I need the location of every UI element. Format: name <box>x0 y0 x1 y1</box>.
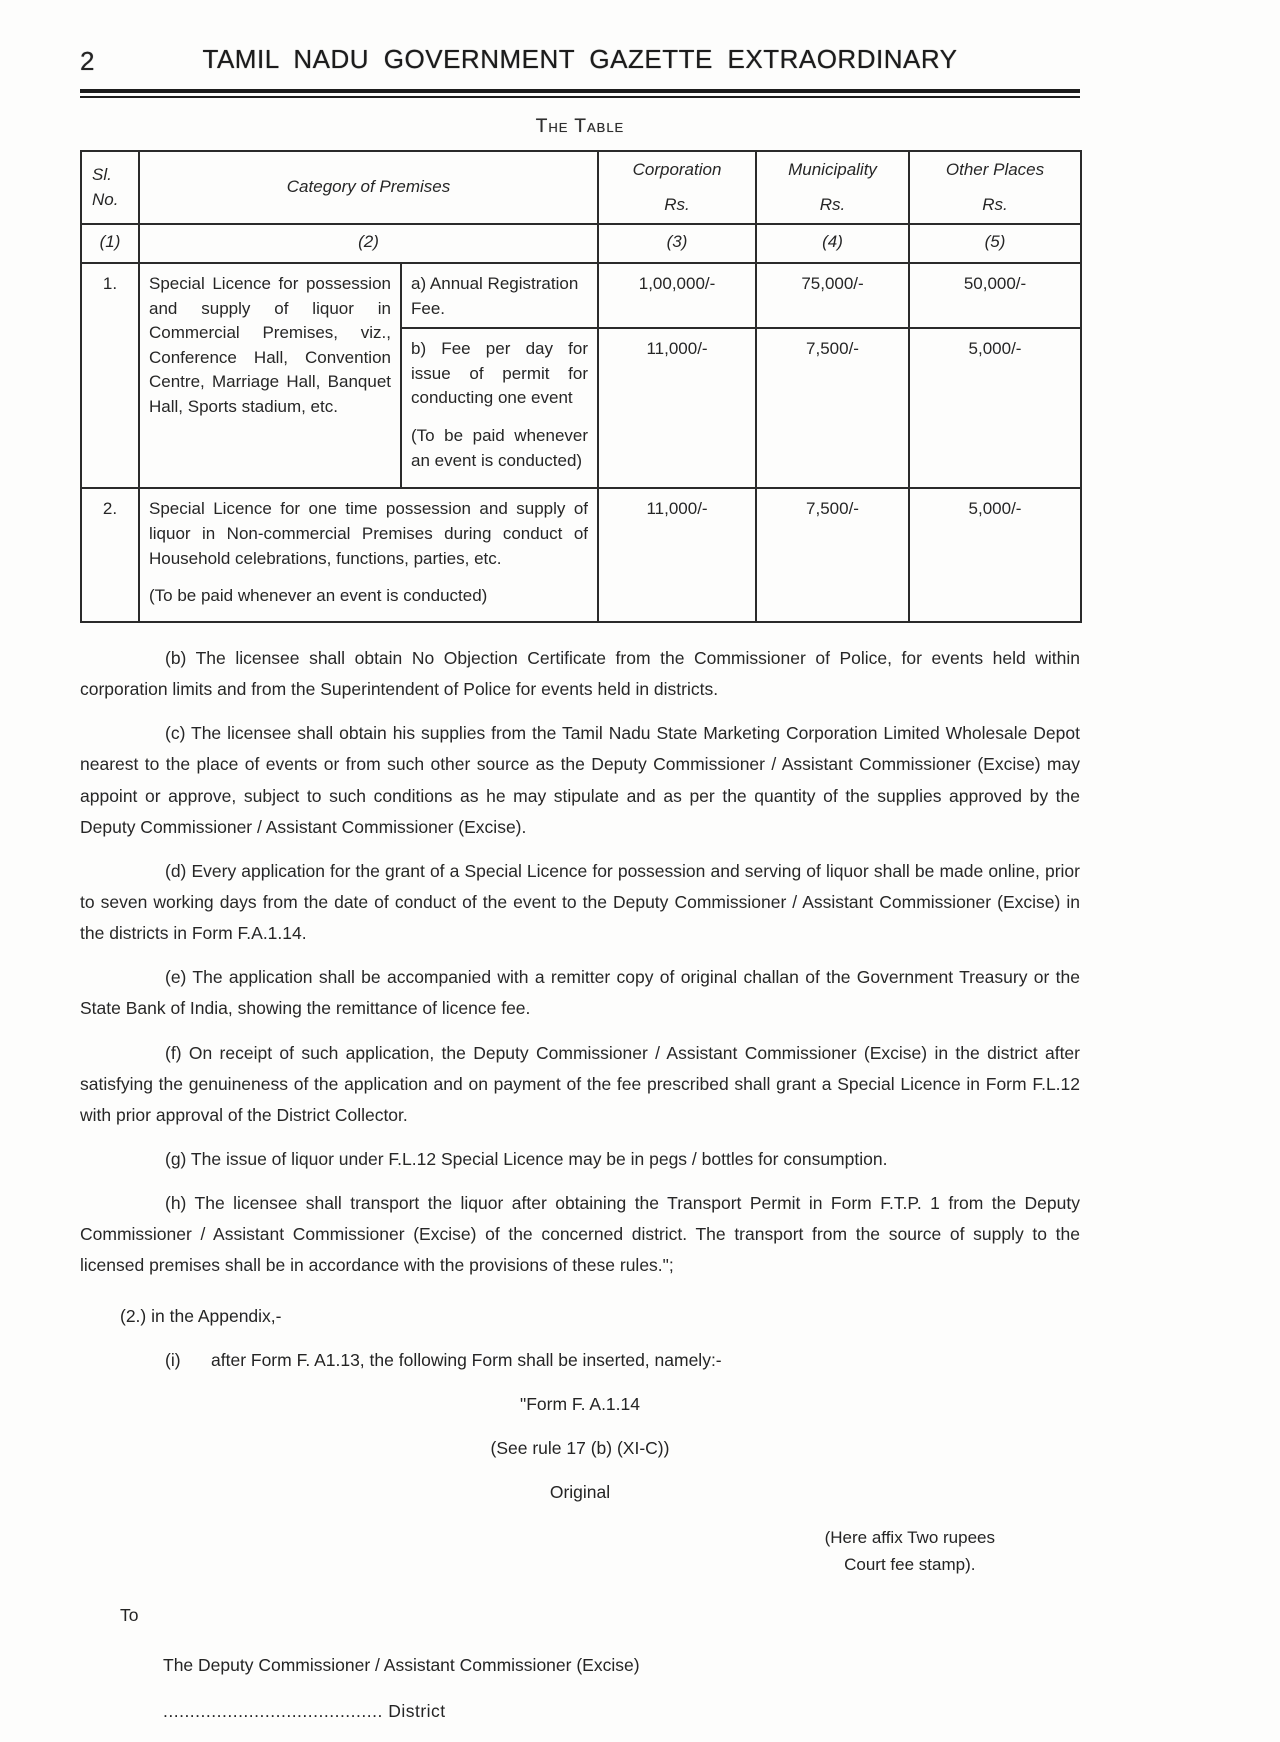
row1a-fee-type: a) Annual Registration Fee. <box>401 263 598 328</box>
row1b-fee-type <box>401 328 598 488</box>
row2-municipality-fee: 7,500/- <box>756 488 909 622</box>
licence-fees-table <box>80 150 1082 623</box>
form-copy-label: Original <box>549 1482 611 1503</box>
appendix-item <box>80 1345 1080 1376</box>
col-number-3: (3) <box>598 224 756 263</box>
row1-sl-no: 1. <box>81 263 139 488</box>
gazette-title: TAMIL NADU GOVERNMENT GAZETTE EXTRAORDINARY <box>202 44 958 74</box>
paragraph-f: (f) On receipt of such application, the Deputy Commissioner / Assistant Commissioner (Excise) in the district after satisfying the genuineness of the application and on payment of the fee prescribed shall grant a Special Licence in Form F.L.12 with prior approval of the District Collector. <box>80 1042 1080 1125</box>
table-row-1a <box>81 263 1081 328</box>
table-body <box>81 263 1081 622</box>
table-row-2 <box>81 488 1081 622</box>
form-district-blank: ......................................... District <box>163 1700 446 1721</box>
sl-no-line1: Sl. <box>92 165 112 184</box>
paragraph-h: (h) The licensee shall transport the liquor after obtaining the Transport Permit in Form F.T.P. 1 from the Deputy Commissioner / Assistant Commissioner (Excise) of the concerned district. The transport from the source of supply to the licensed premises shall be in accordance with the provisions of these rules."; <box>80 1193 1080 1276</box>
table-header-row <box>81 151 1081 224</box>
col-header-sl-no <box>81 151 139 224</box>
header-rule <box>80 89 1080 98</box>
row2-corporation-fee: 11,000/- <box>598 488 756 622</box>
appendix-item-marker: (i) <box>165 1349 181 1370</box>
sl-no-line2: No. <box>92 189 119 209</box>
appendix-item-text: after Form F. A1.13, the following Form shall be inserted, namely:- <box>211 1349 722 1370</box>
col-header-category: Category of Premises <box>139 151 598 224</box>
paragraph-e: (e) The application shall be accompanied with a remitter copy of original challan of the Government Treasury or the State Bank of India, showing the remittance of licence fee. <box>80 967 1080 1019</box>
col-header-corporation <box>598 151 756 224</box>
row2-category <box>139 488 598 622</box>
corporation-currency: Rs. <box>664 194 690 214</box>
other-places-label: Other Places <box>945 160 1045 179</box>
stamp-note-line2: Court fee stamp). <box>844 1554 976 1574</box>
row1b-fee-label: b) Fee per day for issue of permit for conducting one event <box>411 339 589 408</box>
paragraph-d: (d) Every application for the grant of a Special Licence for possession and serving of liquor shall be made online, prior to seven working days from the date of conduct of the event to the Deputy Commissioner / Assistant Commissioner (Excise) in the districts in Form F.A.1.14. <box>80 860 1080 944</box>
other-places-currency: Rs. <box>982 194 1008 214</box>
municipality-label: Municipality <box>788 160 877 179</box>
row1b-corporation-fee: 11,000/- <box>598 328 756 488</box>
row2-category-note: (To be paid whenever an event is conducted) <box>149 586 488 606</box>
row1b-municipality-fee: 7,500/- <box>756 328 909 488</box>
stamp-note-line1: (Here affix Two rupees <box>824 1528 995 1548</box>
row2-other-places-fee: 5,000/- <box>909 488 1081 622</box>
row1a-corporation-fee: 1,00,000/- <box>598 263 756 328</box>
appendix-clause: (2.) in the Appendix,- <box>120 1305 282 1326</box>
form-to-label: To <box>120 1604 139 1625</box>
row1b-other-places-fee: 5,000/- <box>909 328 1081 488</box>
page-number: 2 <box>80 46 96 76</box>
col-number-4: (4) <box>756 224 909 263</box>
table-caption: The Table <box>535 116 625 137</box>
table-head <box>81 151 1081 263</box>
row1-category: Special Licence for possession and supply of liquor in Commercial Premises, viz., Conference Hall, Convention Centre, Marriage Hall, Banquet Hall, Sports stadium, etc. <box>139 263 401 488</box>
row2-category-text: Special Licence for one time possession and supply of liquor in Non-commercial Premises during conduct of Household celebrations, functions, parties, etc. <box>149 499 589 568</box>
col-header-other-places <box>909 151 1081 224</box>
row1b-fee-note: (To be paid whenever an event is conducted) <box>411 426 589 470</box>
row1a-municipality-fee: 75,000/- <box>756 263 909 328</box>
col-header-municipality <box>756 151 909 224</box>
paragraph-b: (b) The licensee shall obtain No Objection Certificate from the Commissioner of Police, for events held within corporation limits and from the Superintendent of Police for events held in districts. <box>80 647 1080 700</box>
form-addressee: The Deputy Commissioner / Assistant Commissioner (Excise) <box>163 1654 640 1675</box>
form-title: "Form F. A.1.14 <box>519 1393 640 1414</box>
column-number-row <box>81 224 1081 263</box>
rules-text <box>80 643 1080 1722</box>
court-fee-stamp-note <box>825 1525 995 1578</box>
form-rule-reference: (See rule 17 (b) (XI-C)) <box>490 1437 670 1458</box>
municipality-currency: Rs. <box>819 194 846 214</box>
paragraph-g: (g) The issue of liquor under F.L.12 Special Licence may be in pegs / bottles for consumption. <box>165 1148 888 1169</box>
col-number-5: (5) <box>909 224 1081 263</box>
col-number-2: (2) <box>139 224 598 263</box>
row2-sl-no: 2. <box>81 488 139 622</box>
page-header <box>80 44 1080 82</box>
row1a-other-places-fee: 50,000/- <box>909 263 1081 328</box>
corporation-label: Corporation <box>632 160 722 179</box>
paragraph-c: (c) The licensee shall obtain his supplies from the Tamil Nadu State Marketing Corporation Limited Wholesale Depot nearest to the place of events or from such other source as the Deputy Commissioner / Assistant Commissioner (Excise) may appoint or approve, subject to such conditions as he may stipulate and as per the quantity of the supplies approved by the Deputy Commissioner / Assistant Commissioner (Excise). <box>80 723 1080 837</box>
col-number-1: (1) <box>81 224 139 263</box>
